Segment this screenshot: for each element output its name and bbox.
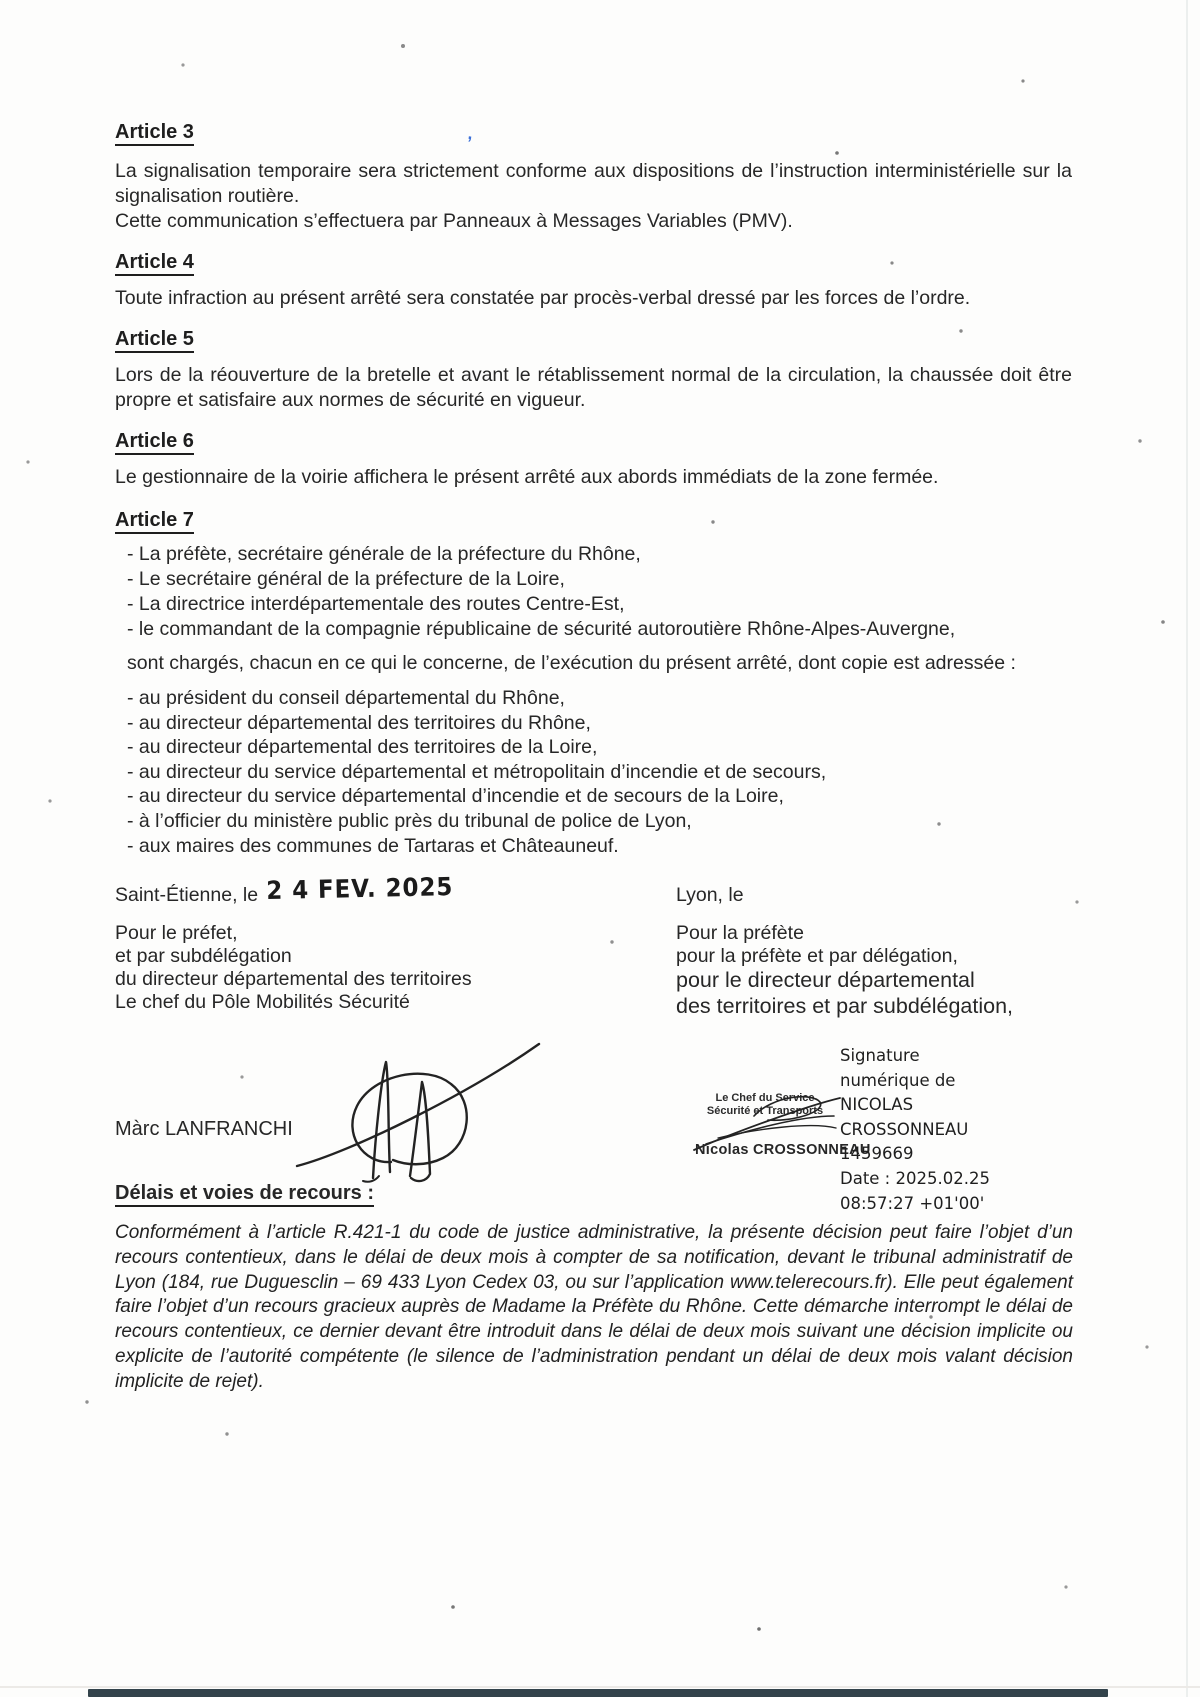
scan-edge-line-vertical: [1186, 0, 1188, 1697]
article-3-heading: Article 3: [115, 120, 1085, 144]
list-item: - aux maires des communes de Tartaras et Châteauneuf.: [127, 834, 619, 857]
recours-paragraph: Conformément à l’article R.421-1 du code de justice administrative, la présente décision peut faire l’objet d’un recours contentieux, dans le délai de deux mois à compter de sa notification, devant le tribunal administratif de Lyon (184, rue Duguesclin – 69 433 Lyon Cedex 03, ou sur l’application www.telerecours.fr). Elle peut également faire l’objet d’un recours gracieux auprès de Madame la Préfète du Rhône. Cette démarche interrompt le délai de recours contentieux, ce dernier devant être introduit dans le délai de deux mois suivant une décision implicite ou explicite de l’autorité compétente (le silence de l’administration pendant un délai de deux mois valant décision implicite de rejet).: [115, 1222, 1073, 1392]
list-item: - au directeur départemental des territoires de la Loire,: [127, 736, 598, 759]
digital-signature-details: [840, 1044, 990, 1216]
list-item: - au directeur départemental des territoires du Rhône,: [127, 711, 591, 734]
recipients-list: [115, 686, 1085, 858]
digital-signature-line: CROSSONNEAU: [840, 1119, 969, 1139]
article-7-heading: Article 7: [115, 508, 1085, 532]
charge-paragraph: sont chargés, chacun en ce qui le concerne, de l’exécution du présent arrêté, dont copie est adressée :: [127, 652, 1016, 674]
scan-noise-specks: [0, 0, 2, 2]
list-item: - le commandant de la compagnie républicaine de sécurité autoroutière Rhône-Alpes-Auvergne,: [127, 618, 956, 640]
article-5-paragraph-1: Lors de la réouverture de la bretelle et avant le rétablissement normal de la circulation, la chaussée doit être propre et satisfaire aux normes de sécurité en vigueur.: [115, 364, 1072, 411]
left-signature-line: Pour le préfet,: [115, 922, 238, 944]
recours-heading: Délais et voies de recours :: [115, 1182, 374, 1205]
list-item: - Le secrétaire général de la préfecture de la Loire,: [127, 568, 565, 590]
left-signature-block: [115, 922, 472, 1014]
article-3-paragraph-1: La signalisation temporaire sera strictement conforme aux dispositions de l’instruction interministérielle sur la signalisation routière.: [115, 160, 1072, 207]
digital-signature-line: numérique de: [840, 1070, 956, 1090]
article-6-heading: Article 6: [115, 429, 1085, 453]
scan-bottom-edge-bar: [88, 1689, 1108, 1697]
digital-signature-line: 1459669: [840, 1144, 914, 1164]
right-signature-block: [676, 922, 1013, 1019]
article-3-paragraph-2: Cette communication s’effectuera par Panneaux à Messages Variables (PMV).: [115, 210, 793, 232]
right-signature-line: pour la préfète et par délégation,: [676, 945, 958, 967]
left-signer-name: Màrc LANFRANCHI: [115, 1118, 293, 1140]
digital-signature-line: Signature: [840, 1046, 920, 1065]
right-signer-role: Le Chef du Service Sécurité et Transports: [706, 1092, 824, 1117]
right-signature-line: Pour la préfète: [676, 922, 804, 944]
list-item: - La directrice interdépartementale des routes Centre-Est,: [127, 593, 625, 615]
list-item: - au directeur du service départemental d’incendie et de secours de la Loire,: [127, 785, 784, 808]
right-signature-line: des territoires et par subdélégation,: [676, 993, 1014, 1018]
right-signature-line: pour le directeur départemental: [676, 968, 975, 992]
right-signer-name: Nicolas CROSSONNEAU: [695, 1142, 871, 1158]
officials-list: [115, 542, 1085, 642]
ink-speck: ,: [466, 123, 475, 144]
left-signature-line: du directeur départemental des territoires: [115, 968, 472, 990]
digital-signature-line: NICOLAS: [840, 1095, 914, 1115]
article-5-heading: Article 5: [115, 327, 1085, 351]
left-signature-line: Le chef du Pôle Mobilités Sécurité: [115, 991, 410, 1013]
place-date-left: Saint-Étienne, le: [115, 884, 259, 906]
left-signature-line: et par subdélégation: [115, 945, 292, 967]
article-4-heading: Article 4: [115, 250, 1085, 274]
digital-signature-line: Date : 2025.02.25: [840, 1168, 990, 1188]
digital-signature-line: 08:57:27 +01'00': [840, 1193, 985, 1213]
list-item: - au directeur du service départemental et métropolitain d’incendie et de secours,: [127, 760, 827, 783]
article-4-paragraph-1: Toute infraction au présent arrêté sera constatée par procès-verbal dressé par les forces de l’ordre.: [115, 287, 971, 309]
list-item: - à l’officier du ministère public près du tribunal de police de Lyon,: [127, 809, 692, 832]
list-item: - au président du conseil départemental du Rhône,: [127, 687, 565, 709]
list-item: - La préfète, secrétaire générale de la préfecture du Rhône,: [127, 543, 641, 565]
date-stamp: 2 4 FEV. 2025: [266, 872, 454, 905]
place-date-right: Lyon, le: [676, 884, 744, 906]
scan-edge-line-horizontal: [0, 1686, 1200, 1688]
handwritten-signature-lanfranchi: [293, 1036, 545, 1184]
article-6-paragraph-1: Le gestionnaire de la voirie affichera le présent arrêté aux abords immédiats de la zone fermée.: [115, 466, 939, 488]
